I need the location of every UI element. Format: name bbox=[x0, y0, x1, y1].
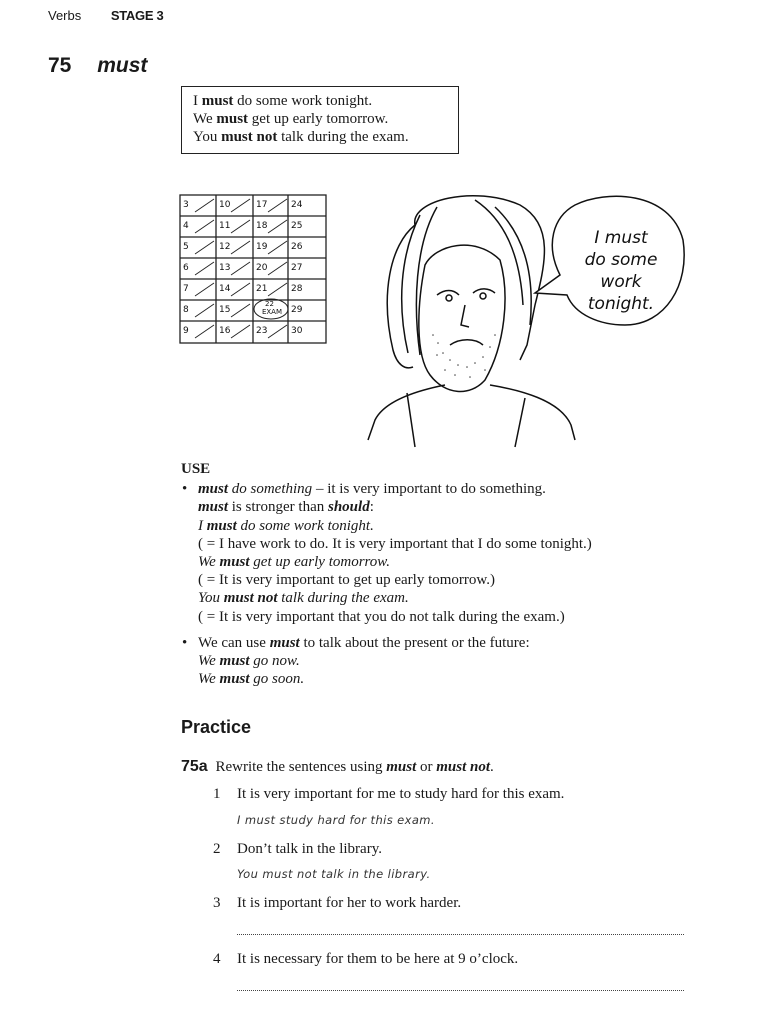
example-line: I must do some work tonight. bbox=[193, 93, 373, 109]
calendar-day: 8 bbox=[183, 305, 189, 315]
calendar-day: 3 bbox=[183, 200, 189, 210]
calendar-day: 16 bbox=[219, 326, 231, 336]
cross-out-mark bbox=[231, 241, 250, 254]
bubble-line: I must bbox=[594, 228, 648, 248]
cross-out-mark bbox=[195, 262, 214, 275]
calendar-day: 13 bbox=[219, 263, 231, 273]
example-line: We must get up early tomorrow. bbox=[193, 111, 389, 127]
example-line: I must do some work tonight. bbox=[198, 517, 374, 534]
section-label: Verbs bbox=[48, 8, 82, 23]
calendar-day: 14 bbox=[219, 284, 231, 294]
calendar-cells bbox=[183, 199, 303, 338]
exercise-item: 1 It is very important for me to study hard for this exam. bbox=[213, 786, 565, 802]
calendar-day: 25 bbox=[291, 221, 303, 231]
cross-out-mark bbox=[268, 241, 287, 254]
example-answer: You must not talk in the library. bbox=[237, 867, 431, 881]
answer-line[interactable] bbox=[237, 933, 684, 935]
unit-title bbox=[48, 54, 147, 78]
calendar-day: 26 bbox=[291, 242, 303, 252]
gloss-line: ( = It is very important that you do not talk during the exam.) bbox=[198, 608, 565, 625]
cross-out-mark bbox=[195, 199, 214, 212]
cross-out-mark bbox=[231, 199, 250, 212]
calendar-day: 27 bbox=[291, 263, 303, 273]
stage-label: STAGE 3 bbox=[110, 8, 164, 23]
practice-heading: Practice bbox=[181, 717, 252, 737]
calendar-day: 5 bbox=[183, 242, 189, 252]
example-box bbox=[181, 86, 459, 154]
cross-out-mark bbox=[231, 283, 250, 296]
unit-word: must bbox=[97, 54, 148, 77]
unit-number: 75 bbox=[48, 54, 72, 77]
cross-out-mark bbox=[231, 304, 250, 317]
calendar-day: 7 bbox=[183, 284, 189, 294]
use-bullet bbox=[181, 480, 741, 626]
calendar-day: 15 bbox=[219, 305, 231, 315]
example-answer: I must study hard for this exam. bbox=[237, 813, 435, 827]
calendar-day: 22 bbox=[265, 300, 274, 308]
cross-out-mark bbox=[231, 220, 250, 233]
calendar-day: 23 bbox=[256, 326, 268, 336]
calendar-day: 9 bbox=[183, 326, 189, 336]
use-title: USE bbox=[181, 461, 211, 477]
definition-line: • must do something – it is very important to do something. bbox=[198, 481, 546, 498]
bubble-line: do some bbox=[584, 250, 658, 270]
usage-line: • We can use must to talk about the present or the future: bbox=[198, 634, 530, 651]
calendar-day: 30 bbox=[291, 326, 303, 336]
exercise-item: 2 Don’t talk in the library. bbox=[213, 841, 382, 857]
calendar-day: 6 bbox=[183, 263, 189, 273]
example-line: We must go soon. bbox=[198, 671, 305, 688]
stubble bbox=[432, 334, 496, 378]
use-section bbox=[181, 460, 741, 688]
bubble-line: tonight. bbox=[587, 294, 655, 314]
example-line: We must get up early tomorrow. bbox=[198, 554, 390, 571]
example-line: We must go now. bbox=[198, 653, 300, 670]
calendar-day: 21 bbox=[256, 284, 268, 294]
calendar-day: 19 bbox=[256, 242, 268, 252]
example-line: You must not talk during the exam. bbox=[198, 590, 409, 607]
cross-out-mark bbox=[195, 241, 214, 254]
calendar-day: 12 bbox=[219, 242, 231, 252]
calendar-day: 11 bbox=[219, 221, 231, 231]
running-header bbox=[48, 8, 189, 23]
exercise-instruction: 75a Rewrite the sentences using must or must not. bbox=[181, 758, 494, 775]
calendar bbox=[180, 195, 326, 343]
cross-out-mark bbox=[231, 262, 250, 275]
calendar-day: 24 bbox=[291, 200, 303, 210]
illustration bbox=[175, 185, 695, 455]
cross-out-mark bbox=[268, 325, 287, 338]
person-drawing bbox=[368, 196, 575, 447]
cross-out-mark bbox=[195, 325, 214, 338]
example-line: You must not talk during the exam. bbox=[193, 129, 409, 145]
calendar-day: 4 bbox=[183, 221, 189, 231]
calendar-day: 28 bbox=[291, 284, 303, 294]
exam-note: EXAM bbox=[261, 308, 283, 316]
cross-out-mark bbox=[268, 220, 287, 233]
calendar-day: 10 bbox=[219, 200, 231, 210]
calendar-day: 18 bbox=[256, 221, 268, 231]
bubble-line: work bbox=[600, 272, 642, 292]
exercise-item: 3 It is important for her to work harder. bbox=[213, 895, 462, 911]
cross-out-mark bbox=[231, 325, 250, 338]
calendar-day: 20 bbox=[256, 263, 268, 273]
exercise-code: 75a bbox=[181, 758, 208, 775]
cross-out-mark bbox=[195, 283, 214, 296]
cross-out-mark bbox=[268, 283, 287, 296]
cross-out-mark bbox=[268, 199, 287, 212]
gloss-line: ( = It is very important to get up early tomorrow.) bbox=[198, 572, 495, 589]
calendar-day: 29 bbox=[291, 305, 303, 315]
answer-line[interactable] bbox=[237, 989, 684, 991]
use-bullet bbox=[181, 634, 741, 689]
comparison-line: must is stronger than should: bbox=[198, 499, 374, 516]
cross-out-mark bbox=[195, 220, 214, 233]
calendar-day: 17 bbox=[256, 200, 268, 210]
cross-out-mark bbox=[268, 262, 287, 275]
exercise-item: 4 It is necessary for them to be here at 9 o’clock. bbox=[213, 951, 519, 967]
cross-out-mark bbox=[195, 304, 214, 317]
gloss-line: ( = I have work to do. It is very important that I do some tonight.) bbox=[198, 535, 592, 552]
